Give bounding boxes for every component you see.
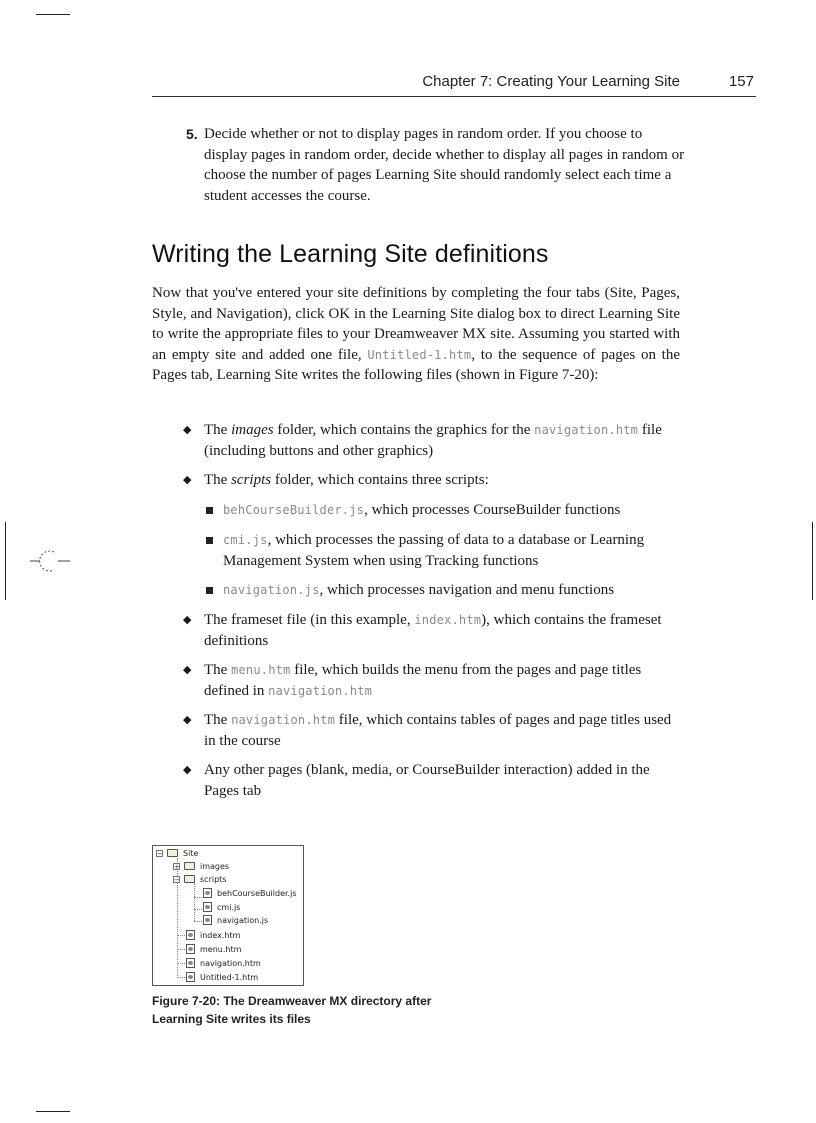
file-icon: [186, 944, 195, 954]
bullet-item: [183, 420, 683, 461]
tree-label: navigation.htm: [200, 958, 261, 968]
section-heading: Writing the Learning Site definitions: [152, 240, 549, 268]
folder-icon: [184, 875, 195, 883]
bullet-text: Any other pages (blank, media, or CourseBuilder interaction) added in the Pages tab: [204, 762, 650, 799]
tree-label: scripts: [200, 874, 227, 884]
tree-connector: [177, 935, 185, 936]
caption-line: Learning Site writes its files: [152, 1011, 311, 1026]
tree-node-behcoursebuilder[interactable]: [203, 887, 297, 899]
sub-bullet-item: [206, 500, 686, 521]
folder-icon: [184, 862, 195, 870]
tree-label: navigation.js: [217, 915, 269, 925]
file-icon: [186, 930, 195, 940]
intro-paragraph: [152, 283, 680, 386]
bullet-code: navigation.htm: [268, 683, 373, 698]
caption-line: Figure 7-20: The Dreamweaver MX directory after: [152, 994, 432, 1008]
bullet-code: index.htm: [414, 613, 482, 627]
tree-node-menu[interactable]: [186, 943, 241, 955]
step-number: 5.: [186, 126, 198, 142]
diamond-bullet-icon: ◆: [183, 664, 192, 676]
sub-bullet-text: , which processes CourseBuilder functions: [364, 502, 621, 518]
bullet-text: The: [204, 712, 232, 728]
file-icon: [203, 902, 212, 912]
bullet-item: [183, 660, 683, 701]
running-header: [152, 72, 756, 97]
tree-label: behCourseBuilder.js: [217, 888, 297, 898]
tree-label: images: [200, 861, 230, 871]
bullet-text: folder, which contains three scripts:: [271, 472, 489, 488]
tree-label: Site: [183, 848, 199, 858]
bullet-item: [183, 710, 683, 751]
diamond-bullet-icon: ◆: [183, 474, 192, 486]
tree-node-site[interactable]: [156, 847, 198, 859]
tree-label: menu.htm: [200, 944, 242, 954]
bullet-code: navigation.htm: [231, 713, 336, 727]
bullet-emphasis: images: [231, 422, 274, 438]
bullet-text: file, which builds the menu from the pages and page titles defined in: [204, 662, 642, 699]
bullet-text: The: [204, 422, 232, 438]
file-icon: [203, 888, 212, 898]
intro-code-filename: Untitled-1.htm: [367, 347, 472, 362]
tree-node-navigation-htm[interactable]: [186, 957, 261, 969]
tree-connector: [177, 963, 185, 964]
sub-bullet-text: , which processes navigation and menu functions: [319, 582, 615, 598]
file-icon: [186, 958, 195, 968]
bullet-text: The: [204, 662, 232, 678]
bullet-text: file, which contains tables of pages and page titles used in the course: [204, 712, 672, 749]
tree-node-images[interactable]: [173, 860, 229, 872]
running-title: Chapter 7: Creating Your Learning Site: [422, 73, 680, 90]
bullet-emphasis: scripts: [231, 472, 272, 488]
step-text: Decide whether or not to display pages in random order. If you choose to display pages in random order, decide whether to display all pages in random or choose the number of pages Learning Site should randomly select each time a student accesses the course.: [204, 126, 685, 204]
collapse-icon[interactable]: −: [174, 875, 180, 884]
square-bullet-icon: [206, 587, 213, 594]
tree-node-scripts[interactable]: [173, 873, 226, 885]
bullet-item: [183, 610, 683, 651]
file-icon: [203, 915, 212, 925]
numbered-step: [186, 124, 686, 206]
tree-node-untitled[interactable]: [186, 971, 258, 983]
intro-text-2: , to the sequence of pages on the Pages tab, Learning Site writes the following files (shown in Figure 7-20):: [152, 346, 680, 383]
sub-bullet-item: [206, 530, 686, 571]
diamond-bullet-icon: ◆: [183, 424, 192, 436]
tree-node-cmi[interactable]: [203, 901, 240, 913]
registration-mark-icon: [28, 548, 72, 574]
page-number: 157: [728, 73, 754, 90]
crop-mark-left-rule: [5, 522, 6, 600]
directory-tree-figure: [152, 845, 304, 986]
tree-node-index[interactable]: [186, 929, 240, 941]
square-bullet-icon: [206, 507, 213, 514]
bullet-text: ), which contains the frameset definitions: [204, 612, 662, 649]
square-bullet-icon: [206, 537, 213, 544]
sub-bullet-code: cmi.js: [223, 533, 268, 547]
bullet-text: file (including buttons and other graphics): [204, 422, 662, 459]
bullet-text: The: [204, 472, 232, 488]
intro-text-1: Now that you've entered your site definitions by completing the four tabs (Site, Pages, Style, and Navigation), click OK in the Learning Site dialog box to direct Learning Site to write the appropriate files to your Dreamweaver MX site. Assuming you started with an empty site and added one file,: [152, 285, 680, 363]
bullet-text: folder, which contains the graphics for the: [273, 422, 535, 438]
tree-connector: [177, 977, 185, 978]
bullet-code: navigation.htm: [534, 423, 639, 437]
figure-caption: [152, 993, 472, 1028]
tree-label: Untitled-1.htm: [200, 972, 259, 982]
collapse-icon[interactable]: −: [157, 849, 163, 858]
tree-connector: [194, 909, 202, 910]
tree-connector: [194, 883, 195, 921]
bullet-text: The frameset file (in this example,: [204, 612, 415, 628]
bullet-item: [183, 470, 683, 491]
crop-mark-top-left: [36, 14, 70, 15]
tree-node-navigation-js[interactable]: [203, 914, 268, 926]
tree-connector: [194, 921, 202, 922]
crop-mark-right-rule: [812, 522, 813, 600]
expand-icon[interactable]: +: [174, 862, 180, 871]
bullet-code: menu.htm: [231, 663, 291, 677]
sub-bullet-code: navigation.js: [223, 583, 320, 597]
sub-bullet-item: [206, 580, 686, 601]
sub-bullet-text: , which processes the passing of data to a database or Learning Management System when using Tracking functions: [223, 532, 645, 569]
folder-icon: [167, 849, 178, 857]
file-icon: [186, 972, 195, 982]
diamond-bullet-icon: ◆: [183, 764, 192, 776]
tree-connector: [194, 897, 202, 898]
tree-label: cmi.js: [217, 902, 241, 912]
sub-bullet-code: behCourseBuilder.js: [223, 503, 365, 517]
bullet-item: [183, 760, 683, 801]
diamond-bullet-icon: ◆: [183, 614, 192, 626]
tree-connector: [177, 949, 185, 950]
tree-label: index.htm: [200, 930, 241, 940]
diamond-bullet-icon: ◆: [183, 714, 192, 726]
crop-mark-bottom-left: [36, 1111, 70, 1112]
